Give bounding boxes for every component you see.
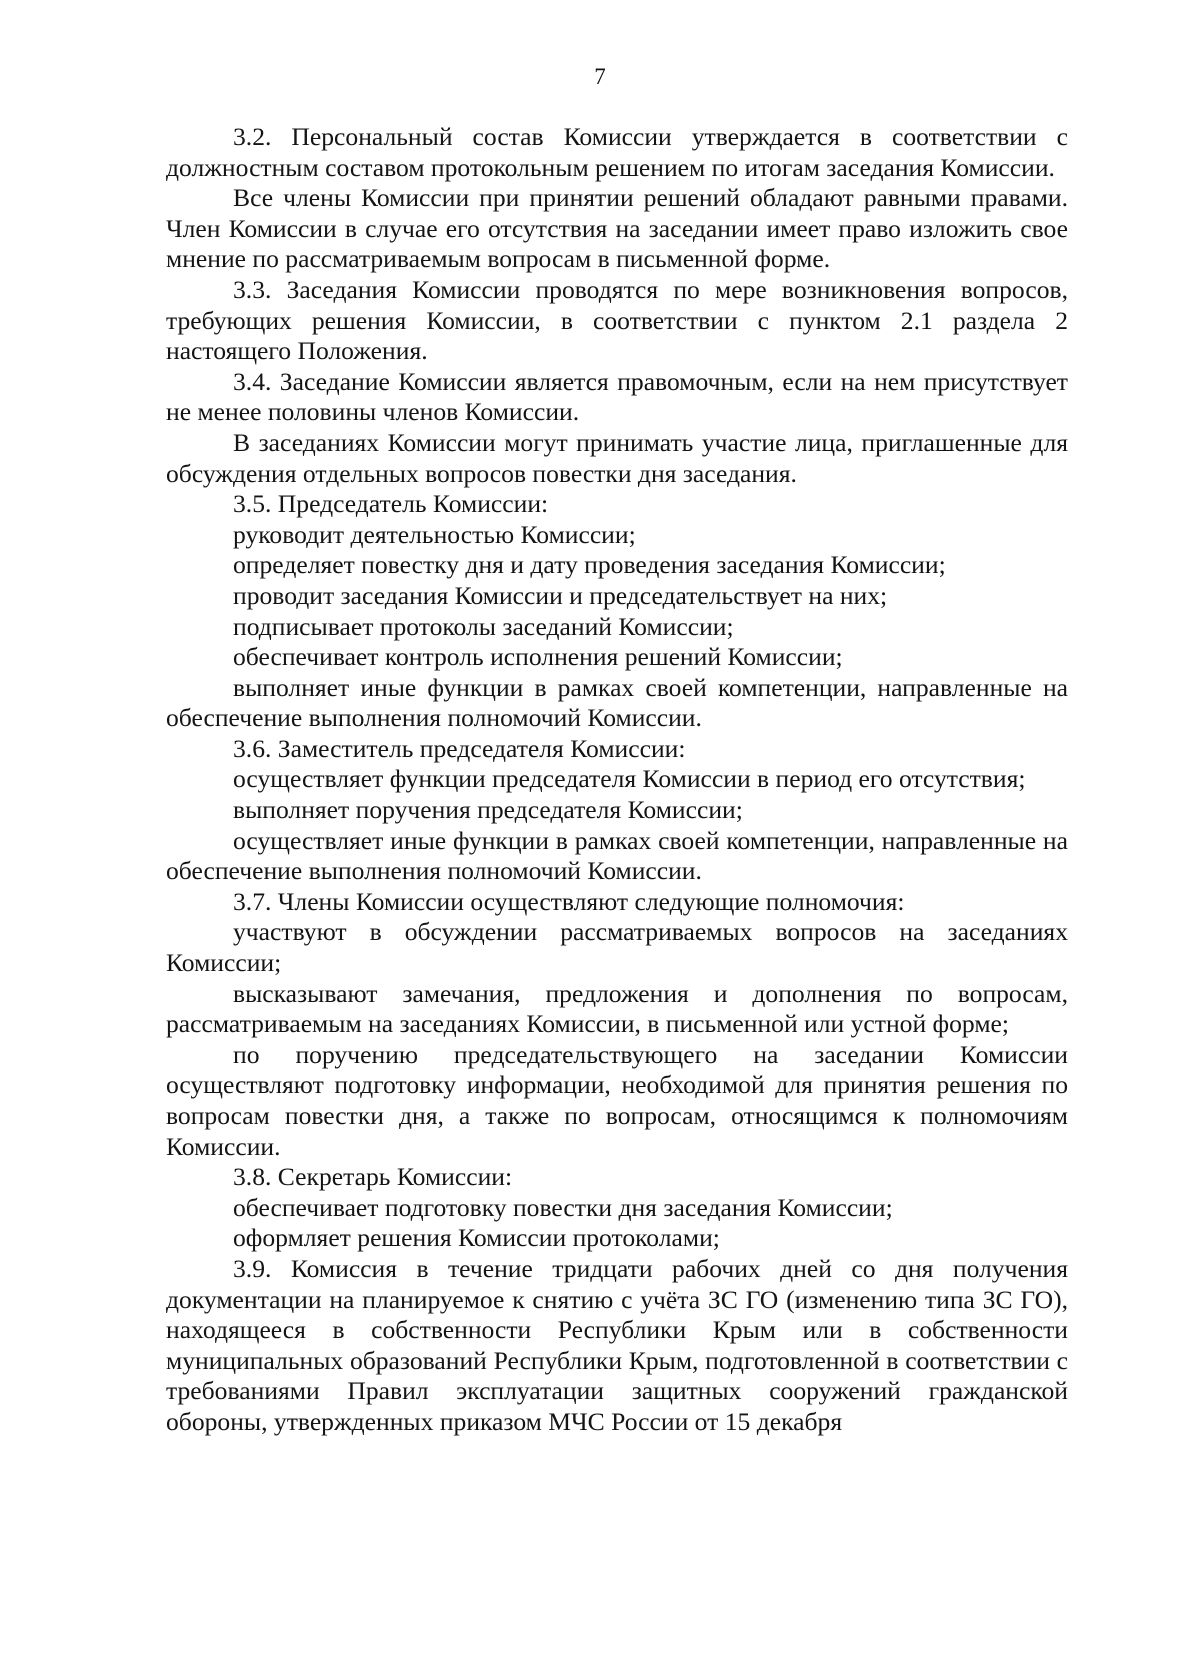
paragraph: выполняет иные функции в рамках своей компетенции, направленные на обеспечение выполнения полномочий Комиссии. xyxy=(166,672,1068,733)
paragraph: В заседаниях Комиссии могут принимать участие лица, приглашенные для обсуждения отдельных вопросов повестки дня заседания. xyxy=(166,427,1068,488)
paragraph: 3.4. Заседание Комиссии является правомочным, если на нем присутствует не менее половины членов Комиссии. xyxy=(166,366,1068,427)
paragraph: осуществляет функции председателя Комиссии в период его отсутствия; xyxy=(233,764,1026,794)
paragraph: руководит деятельностью Комиссии; xyxy=(233,519,636,549)
paragraph: определяет повестку дня и дату проведения заседания Комиссии; xyxy=(233,550,946,580)
paragraph: 3.8. Секретарь Комиссии: xyxy=(233,1162,513,1192)
paragraph: участвуют в обсуждении рассматриваемых вопросов на заседаниях Комиссии; xyxy=(166,917,1068,978)
paragraph: обеспечивает подготовку повестки дня заседания Комиссии; xyxy=(233,1192,893,1222)
paragraph: 3.9. Комиссия в течение тридцати рабочих дней со дня получения документации на планируемое к снятию с учёта ЗС ГО (изменению типа ЗС ГО), находящееся в собственности Республики Крым или в собственности муниципальных образований Республики Крым, подготовленной в соответствии с требованиями Правил эксплуатации защитных сооружений гражданской обороны, утвержденных приказом МЧС России от 15 декабря xyxy=(166,1253,1068,1436)
paragraph: 3.5. Председатель Комиссии: xyxy=(233,489,549,519)
paragraph: 3.6. Заместитель председателя Комиссии: xyxy=(233,733,686,763)
paragraph: осуществляет иные функции в рамках своей компетенции, направленные на обеспечение выполнения полномочий Комиссии. xyxy=(166,825,1068,886)
paragraph: высказывают замечания, предложения и дополнения по вопросам, рассматриваемым на заседаниях Комиссии, в письменной или устной форме; xyxy=(166,978,1068,1039)
paragraph: 3.2. Персональный состав Комиссии утверждается в соответствии с должностным составом протокольным решением по итогам заседания Комиссии. xyxy=(166,122,1068,182)
page-number: 7 xyxy=(594,64,606,89)
paragraph: 3.7. Члены Комиссии осуществляют следующие полномочия: xyxy=(233,886,905,916)
paragraph: 3.3. Заседания Комиссии проводятся по мере возникновения вопросов, требующих решения Комиссии, в соответствии с пунктом 2.1 раздела 2 настоящего Положения. xyxy=(166,274,1068,366)
paragraph: выполняет поручения председателя Комиссии; xyxy=(233,795,743,825)
paragraph: оформляет решения Комиссии протоколами; xyxy=(233,1223,720,1253)
paragraph: обеспечивает контроль исполнения решений Комиссии; xyxy=(233,642,843,672)
paragraph: подписывает протоколы заседаний Комиссии; xyxy=(233,611,734,641)
paragraph: по поручению председательствующего на заседании Комиссии осуществляют подготовку информации, необходимой для принятия решения по вопросам повестки дня, а также по вопросам, относящимся к полномочиям Комиссии. xyxy=(166,1039,1068,1161)
paragraph: Все члены Комиссии при принятии решений обладают равными правами. Член Комиссии в случае его отсутствия на заседании имеет право изложить свое мнение по рассматриваемым вопросам в письменной форме. xyxy=(166,183,1068,274)
document-body xyxy=(166,122,1068,1438)
paragraph: проводит заседания Комиссии и председательствует на них; xyxy=(233,580,888,610)
